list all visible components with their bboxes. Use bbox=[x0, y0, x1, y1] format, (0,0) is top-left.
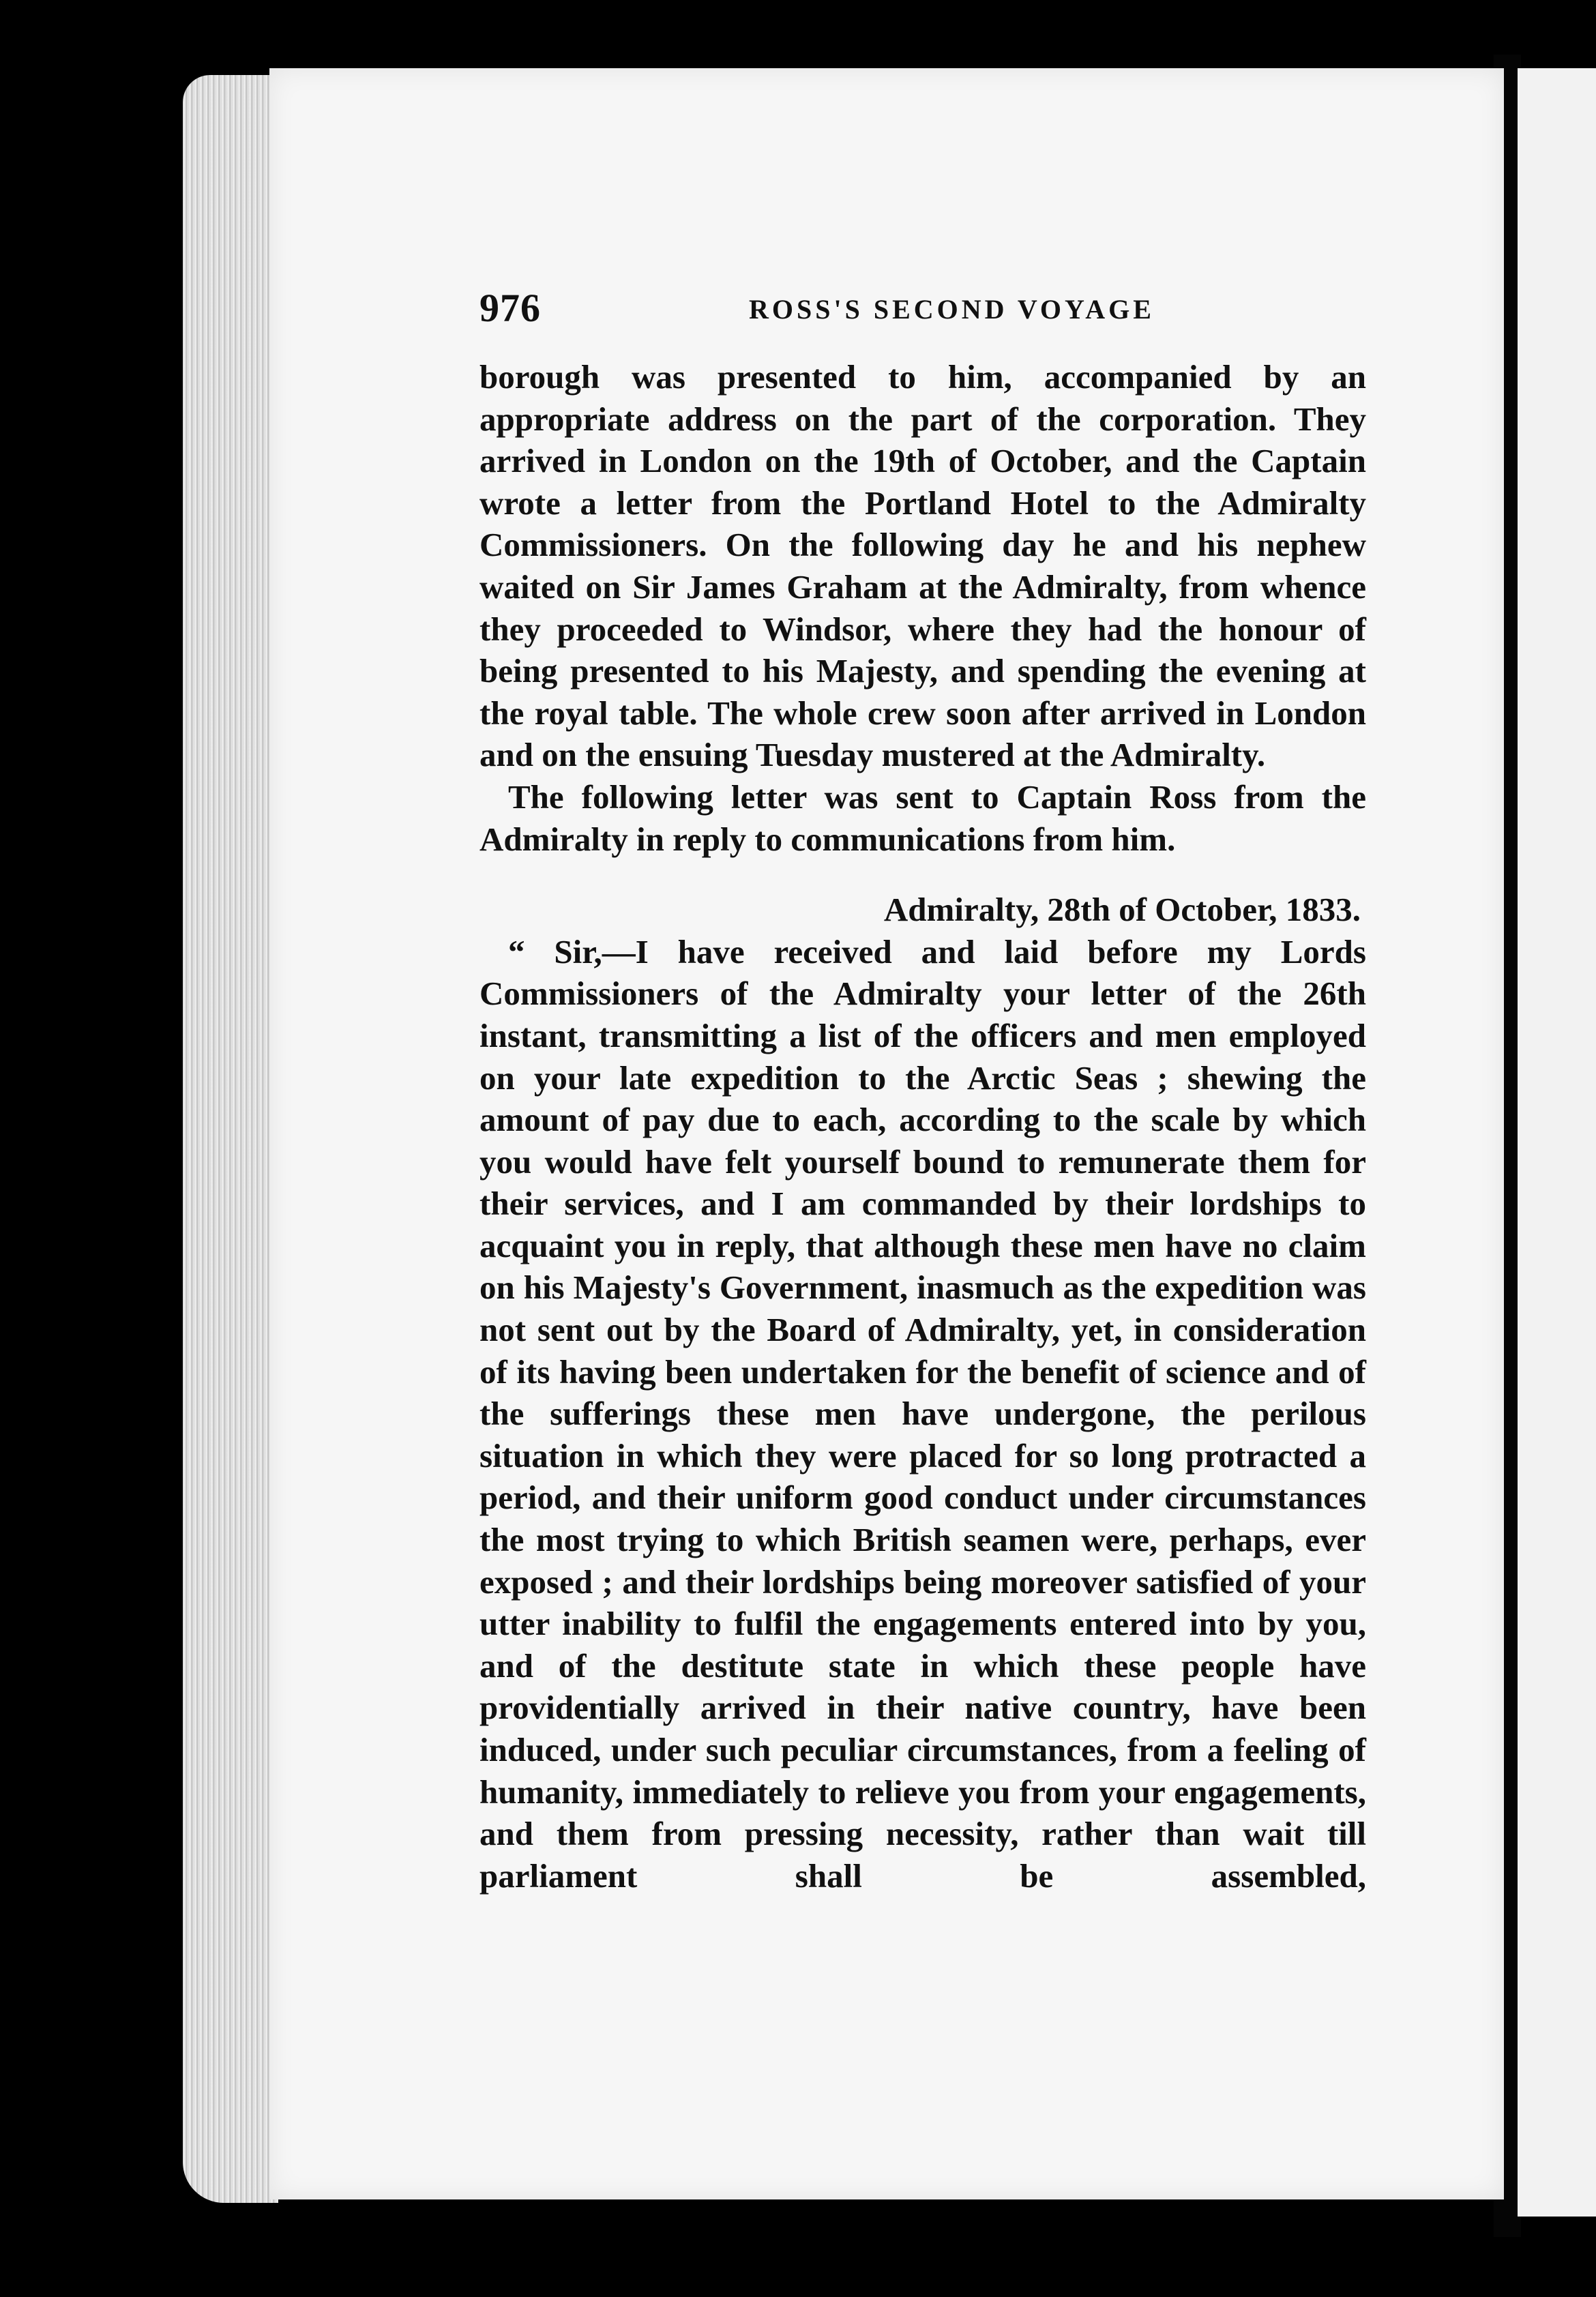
book-page-edges bbox=[183, 75, 278, 2203]
running-title: ROSS'S SECOND VOYAGE bbox=[749, 294, 1155, 325]
paragraph-letter-intro: The following letter was sent to Captain Ross from the Admiralty in reply to communications from him. bbox=[479, 777, 1366, 858]
page-number: 976 bbox=[479, 286, 541, 330]
page-header bbox=[479, 280, 1373, 334]
letter-dateline: Admiralty, 28th of October, 1833. bbox=[883, 891, 1361, 929]
facing-page bbox=[1518, 68, 1596, 2217]
paragraph-arrival: borough was presented to him, accompanied by an appropriate address on the part of the corporation. They arrived in London on the 19th of October, and the Captain wrote a letter from the Portland Hotel to the Admiralty Commissioners. On the following day he and his nephew waited on Sir James Graham at the Admiralty, from whence they proceeded to Windsor, where they had the honour of being presented to his Majesty, and spending the evening at the royal table. The whole crew soon after arrived in London and on the ensuing Tuesday mustered at the Admiralty. bbox=[479, 358, 1366, 774]
letter-body: “ Sir,—I have received and laid before my Lords Commissioners of the Admiralty your letter of the 26th instant, transmitting a list of the officers and men employed on your late expedition to the Arctic Seas ; shewing the amount of pay due to each, according to the scale by which you would have felt yourself bound to remunerate them for their services, and I am commanded by their lordships to acquaint you in reply, that although these men have no claim on his Majesty's Government, inasmuch as the expedition was not sent out by the Board of Admiralty, yet, in consideration of its having been undertaken for the benefit of science and of the sufferings these men have undergone, the perilous situation in which they were placed for so long protracted a period, and their uniform good conduct under circumstances the most trying to which British seamen were, perhaps, ever exposed ; and their lordships being moreover satisfied of your utter inability to fulfil the engagements entered into by you, and of the destitute state in which these people have providentially arrived in their native country, have been induced, under such peculiar circumstances, from a feeling of humanity, immediately to relieve you from your engagements, and them from pressing necessity, rather than wait till parliament shall be assembled, bbox=[479, 932, 1366, 1895]
page-body bbox=[479, 356, 1366, 1897]
